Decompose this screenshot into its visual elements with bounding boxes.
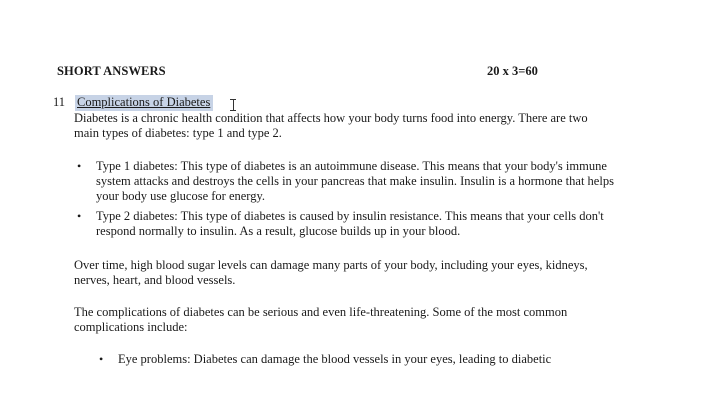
text-cursor-icon — [230, 99, 236, 111]
list-item-text: Type 1 diabetes: This type of diabetes is an autoimmune disease. This means that your body's immune system attacks and destroys the cells in your pancreas that make insulin. Insulin is a hormone that helps your body use glucose for energy. — [96, 159, 614, 203]
list-item-type2 — [77, 209, 616, 239]
question-number: 11 — [53, 95, 66, 109]
question-title[interactable] — [75, 95, 213, 111]
list-item-eye-problems — [99, 352, 598, 367]
intro-paragraph: Diabetes is a chronic health condition that affects how your body turns food into energy. There are two main types of diabetes: type 1 and type 2. — [74, 111, 588, 140]
body-paragraph-damage: Over time, high blood sugar levels can damage many parts of your body, including your eyes, kidneys, nerves, heart, and blood vessels. — [74, 258, 588, 287]
body-paragraph-complications: The complications of diabetes can be serious and even life-threatening. Some of the most common complications include: — [74, 305, 568, 334]
list-item-text: Eye problems: Diabetes can damage the blood vessels in your eyes, leading to diabetic — [118, 352, 552, 366]
marks-allocation: 20 x 3=60 — [487, 64, 538, 78]
section-title: SHORT ANSWERS — [57, 64, 166, 78]
list-item-type1 — [77, 159, 616, 204]
question-title-text[interactable]: Complications of Diabetes — [77, 95, 211, 109]
bullet-icon: • — [77, 209, 82, 223]
bullet-icon: • — [77, 159, 82, 173]
list-item-text: Type 2 diabetes: This type of diabetes is caused by insulin resistance. This means that your cells don't respond normally to insulin. As a result, glucose builds up in your blood. — [96, 209, 604, 238]
section-heading-row — [57, 64, 557, 80]
bullet-icon: • — [99, 352, 104, 366]
